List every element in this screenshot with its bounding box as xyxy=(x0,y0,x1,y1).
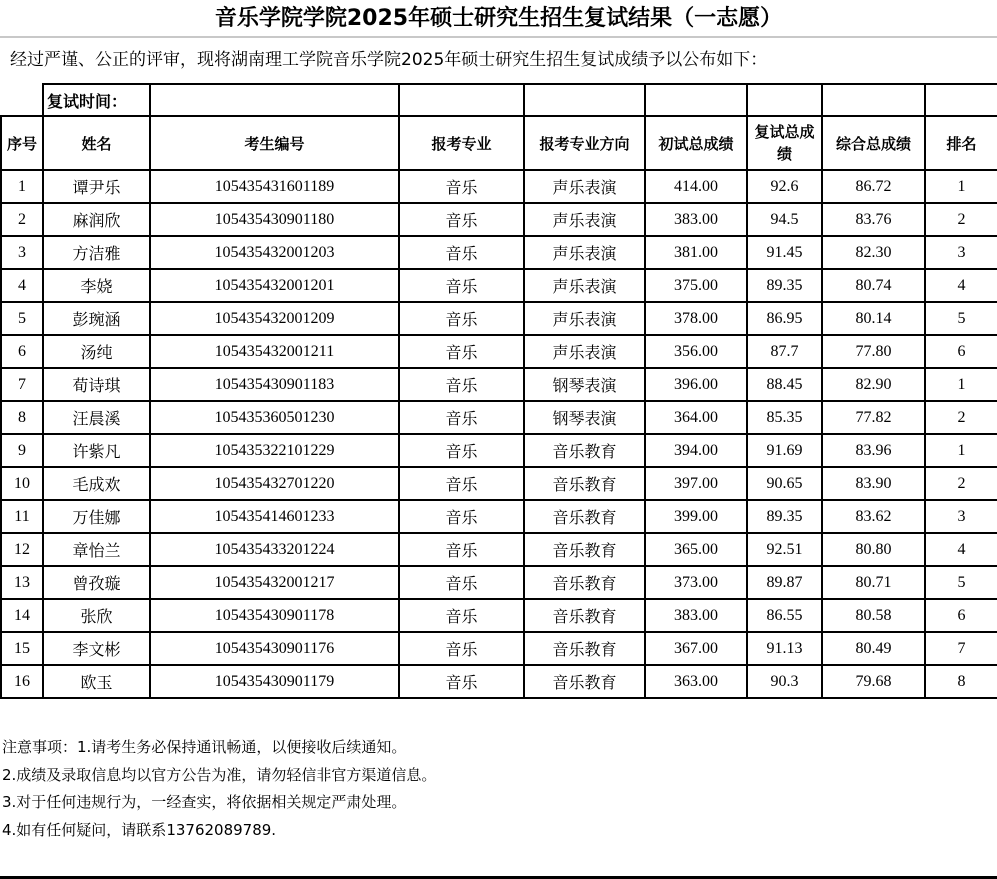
cell-major: 音乐 xyxy=(399,467,524,500)
cell-major-direction: 音乐教育 xyxy=(524,566,645,599)
cell-major: 音乐 xyxy=(399,236,524,269)
cell-candidate-id: 105435432001211 xyxy=(150,335,399,368)
cell-total-score: 83.62 xyxy=(822,500,925,533)
cell-name: 彭琬涵 xyxy=(43,302,150,335)
header-name: 姓名 xyxy=(43,116,150,170)
cell-major-direction: 声乐表演 xyxy=(524,170,645,203)
cell-total-score: 80.71 xyxy=(822,566,925,599)
cell-candidate-id: 105435430901183 xyxy=(150,368,399,401)
cell-initial-score: 397.00 xyxy=(645,467,747,500)
cell-initial-score: 396.00 xyxy=(645,368,747,401)
header-index: 序号 xyxy=(1,116,43,170)
table-row xyxy=(1,335,997,368)
cell-candidate-id: 105435432701220 xyxy=(150,467,399,500)
table-row xyxy=(1,269,997,302)
cell-initial-score: 378.00 xyxy=(645,302,747,335)
table-row xyxy=(1,599,997,632)
cell-total-score: 80.58 xyxy=(822,599,925,632)
cell-major: 音乐 xyxy=(399,335,524,368)
cell-rank: 1 xyxy=(925,368,997,401)
cell-major-direction: 声乐表演 xyxy=(524,236,645,269)
header-major: 报考专业 xyxy=(399,116,524,170)
header-major-direction: 报考专业方向 xyxy=(524,116,645,170)
header-candidate-id: 考生编号 xyxy=(150,116,399,170)
title-divider xyxy=(0,36,997,38)
cell-initial-score: 367.00 xyxy=(645,632,747,665)
blank-cell xyxy=(822,84,925,116)
cell-total-score: 79.68 xyxy=(822,665,925,698)
cell-retest-score: 91.13 xyxy=(747,632,822,665)
cell-candidate-id: 105435430901179 xyxy=(150,665,399,698)
cell-total-score: 82.30 xyxy=(822,236,925,269)
cell-rank: 7 xyxy=(925,632,997,665)
cell-index: 7 xyxy=(1,368,43,401)
cell-total-score: 80.74 xyxy=(822,269,925,302)
cell-major: 音乐 xyxy=(399,599,524,632)
cell-retest-score: 92.51 xyxy=(747,533,822,566)
header-retest-score: 复试总成绩 xyxy=(747,116,822,170)
retest-time-label: 复试时间： xyxy=(43,84,150,116)
cell-initial-score: 375.00 xyxy=(645,269,747,302)
note-line: 3.对于任何违规行为，一经查实，将依据相关规定严肃处理。 xyxy=(2,793,407,811)
header-total-score: 综合总成绩 xyxy=(822,116,925,170)
cell-major-direction: 音乐教育 xyxy=(524,467,645,500)
cell-major-direction: 声乐表演 xyxy=(524,302,645,335)
cell-index: 1 xyxy=(1,170,43,203)
cell-candidate-id: 105435430901180 xyxy=(150,203,399,236)
page-title: 音乐学院学院2025年硕士研究生招生复试结果（一志愿） xyxy=(214,6,783,31)
cell-retest-score: 86.95 xyxy=(747,302,822,335)
table-row xyxy=(1,665,997,698)
cell-rank: 6 xyxy=(925,599,997,632)
table-row xyxy=(1,500,997,533)
cell-major: 音乐 xyxy=(399,665,524,698)
cell-retest-score: 90.3 xyxy=(747,665,822,698)
cell-major: 音乐 xyxy=(399,302,524,335)
cell-name: 李娆 xyxy=(43,269,150,302)
cell-candidate-id: 105435322101229 xyxy=(150,434,399,467)
cell-name: 荀诗琪 xyxy=(43,368,150,401)
cell-name: 张欣 xyxy=(43,599,150,632)
table-row xyxy=(1,632,997,665)
cell-candidate-id: 105435414601233 xyxy=(150,500,399,533)
cell-major-direction: 声乐表演 xyxy=(524,335,645,368)
table-row xyxy=(1,401,997,434)
cell-name: 章怡兰 xyxy=(43,533,150,566)
cell-rank: 1 xyxy=(925,434,997,467)
cell-retest-score: 86.55 xyxy=(747,599,822,632)
cell-major-direction: 钢琴表演 xyxy=(524,368,645,401)
cell-candidate-id: 105435433201224 xyxy=(150,533,399,566)
cell-index: 9 xyxy=(1,434,43,467)
table-row xyxy=(1,566,997,599)
cell-retest-score: 87.7 xyxy=(747,335,822,368)
cell-name: 麻润欣 xyxy=(43,203,150,236)
cell-rank: 6 xyxy=(925,335,997,368)
cell-candidate-id: 105435431601189 xyxy=(150,170,399,203)
cell-major: 音乐 xyxy=(399,269,524,302)
cell-name: 谭尹乐 xyxy=(43,170,150,203)
table-row xyxy=(1,533,997,566)
cell-rank: 5 xyxy=(925,302,997,335)
cell-index: 12 xyxy=(1,533,43,566)
cell-retest-score: 89.35 xyxy=(747,500,822,533)
cell-index: 16 xyxy=(1,665,43,698)
cell-major: 音乐 xyxy=(399,434,524,467)
cell-major: 音乐 xyxy=(399,368,524,401)
results-table xyxy=(0,83,997,699)
cell-index: 3 xyxy=(1,236,43,269)
cell-retest-score: 85.35 xyxy=(747,401,822,434)
cell-total-score: 86.72 xyxy=(822,170,925,203)
cell-initial-score: 364.00 xyxy=(645,401,747,434)
cell-initial-score: 383.00 xyxy=(645,203,747,236)
cell-rank: 1 xyxy=(925,170,997,203)
cell-rank: 2 xyxy=(925,401,997,434)
cell-total-score: 77.80 xyxy=(822,335,925,368)
cell-index: 5 xyxy=(1,302,43,335)
table-row xyxy=(1,467,997,500)
cell-total-score: 83.96 xyxy=(822,434,925,467)
cell-candidate-id: 105435430901178 xyxy=(150,599,399,632)
cell-initial-score: 356.00 xyxy=(645,335,747,368)
blank-cell xyxy=(524,84,645,116)
cell-total-score: 82.90 xyxy=(822,368,925,401)
cell-name: 毛成欢 xyxy=(43,467,150,500)
cell-major-direction: 音乐教育 xyxy=(524,434,645,467)
blank-cell xyxy=(399,84,524,116)
cell-major-direction: 声乐表演 xyxy=(524,269,645,302)
cell-candidate-id: 105435432001203 xyxy=(150,236,399,269)
table-row xyxy=(1,203,997,236)
table-header-row xyxy=(1,116,997,170)
cell-index: 4 xyxy=(1,269,43,302)
cell-major: 音乐 xyxy=(399,203,524,236)
cell-total-score: 80.80 xyxy=(822,533,925,566)
cell-major: 音乐 xyxy=(399,500,524,533)
cell-major-direction: 音乐教育 xyxy=(524,599,645,632)
cell-name: 李文彬 xyxy=(43,632,150,665)
cell-name: 曾孜璇 xyxy=(43,566,150,599)
cell-index: 13 xyxy=(1,566,43,599)
cell-rank: 3 xyxy=(925,500,997,533)
cell-major: 音乐 xyxy=(399,170,524,203)
table-row xyxy=(1,368,997,401)
cell-name: 万佳娜 xyxy=(43,500,150,533)
cell-total-score: 80.49 xyxy=(822,632,925,665)
blank-cell xyxy=(645,84,747,116)
notes-section xyxy=(2,734,992,844)
table-row xyxy=(1,302,997,335)
intro-text: 经过严谨、公正的评审，现将湖南理工学院音乐学院2025年硕士研究生招生复试成绩予以公布如下： xyxy=(10,50,768,70)
cell-major-direction: 声乐表演 xyxy=(524,203,645,236)
cell-major: 音乐 xyxy=(399,401,524,434)
cell-retest-score: 90.65 xyxy=(747,467,822,500)
cell-name: 方洁雅 xyxy=(43,236,150,269)
cell-major-direction: 音乐教育 xyxy=(524,665,645,698)
cell-name: 汤纯 xyxy=(43,335,150,368)
cell-retest-score: 94.5 xyxy=(747,203,822,236)
cell-rank: 5 xyxy=(925,566,997,599)
table-row xyxy=(1,170,997,203)
cell-retest-score: 88.45 xyxy=(747,368,822,401)
cell-initial-score: 381.00 xyxy=(645,236,747,269)
cell-major: 音乐 xyxy=(399,566,524,599)
blank-cell xyxy=(150,84,399,116)
cell-major-direction: 音乐教育 xyxy=(524,632,645,665)
blank-cell xyxy=(1,84,43,116)
cell-initial-score: 383.00 xyxy=(645,599,747,632)
cell-rank: 3 xyxy=(925,236,997,269)
cell-index: 8 xyxy=(1,401,43,434)
cell-total-score: 80.14 xyxy=(822,302,925,335)
header-initial-score: 初试总成绩 xyxy=(645,116,747,170)
cell-candidate-id: 105435432001217 xyxy=(150,566,399,599)
note-line: 2.成绩及录取信息均以官方公告为准，请勿轻信非官方渠道信息。 xyxy=(2,765,437,784)
cell-index: 10 xyxy=(1,467,43,500)
cell-index: 2 xyxy=(1,203,43,236)
header-rank: 排名 xyxy=(925,116,997,170)
cell-initial-score: 399.00 xyxy=(645,500,747,533)
cell-rank: 4 xyxy=(925,269,997,302)
cell-name: 欧玉 xyxy=(43,665,150,698)
table-row xyxy=(1,434,997,467)
cell-name: 许紫凡 xyxy=(43,434,150,467)
cell-initial-score: 394.00 xyxy=(645,434,747,467)
cell-initial-score: 414.00 xyxy=(645,170,747,203)
cell-retest-score: 89.87 xyxy=(747,566,822,599)
cell-index: 14 xyxy=(1,599,43,632)
cell-rank: 2 xyxy=(925,203,997,236)
cell-rank: 8 xyxy=(925,665,997,698)
cell-major-direction: 音乐教育 xyxy=(524,533,645,566)
cell-total-score: 83.76 xyxy=(822,203,925,236)
cell-index: 6 xyxy=(1,335,43,368)
cell-major: 音乐 xyxy=(399,632,524,665)
cell-total-score: 83.90 xyxy=(822,467,925,500)
cell-retest-score: 92.6 xyxy=(747,170,822,203)
cell-initial-score: 363.00 xyxy=(645,665,747,698)
cell-retest-score: 91.69 xyxy=(747,434,822,467)
cell-rank: 4 xyxy=(925,533,997,566)
cell-candidate-id: 105435432001201 xyxy=(150,269,399,302)
cell-major-direction: 钢琴表演 xyxy=(524,401,645,434)
cell-initial-score: 365.00 xyxy=(645,533,747,566)
cell-candidate-id: 105435432001209 xyxy=(150,302,399,335)
cell-candidate-id: 105435430901176 xyxy=(150,632,399,665)
cell-total-score: 77.82 xyxy=(822,401,925,434)
blank-cell xyxy=(925,84,997,116)
cell-name: 汪晨溪 xyxy=(43,401,150,434)
blank-cell xyxy=(747,84,822,116)
cell-index: 11 xyxy=(1,500,43,533)
cell-major-direction: 音乐教育 xyxy=(524,500,645,533)
note-line: 注意事项：1.请考生务必保持通讯畅通，以便接收后续通知。 xyxy=(2,738,407,756)
cell-candidate-id: 105435360501230 xyxy=(150,401,399,434)
note-line: 4.如有任何疑问，请联系13762089789. xyxy=(2,820,277,839)
cell-retest-score: 89.35 xyxy=(747,269,822,302)
table-row xyxy=(1,236,997,269)
cell-retest-score: 91.45 xyxy=(747,236,822,269)
cell-index: 15 xyxy=(1,632,43,665)
cell-major: 音乐 xyxy=(399,533,524,566)
cell-rank: 2 xyxy=(925,467,997,500)
cell-initial-score: 373.00 xyxy=(645,566,747,599)
retest-time-row xyxy=(1,84,997,116)
